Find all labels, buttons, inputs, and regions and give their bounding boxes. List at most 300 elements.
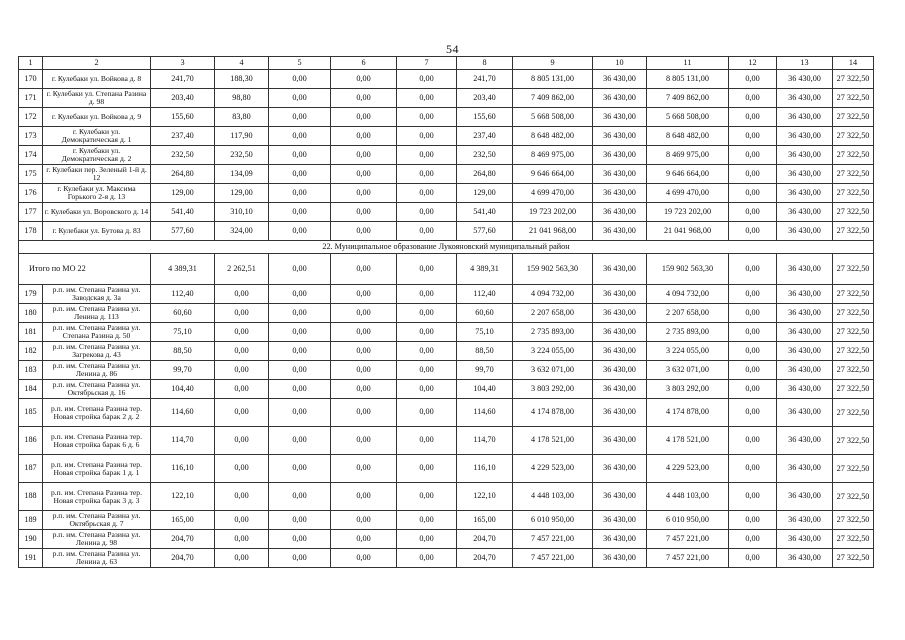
- address-cell: г. Кулебаки ул. Воровского д. 14: [43, 203, 151, 222]
- value-cell: 129,00: [215, 184, 269, 203]
- value-cell: 0,00: [331, 342, 397, 361]
- column-header: 5: [269, 57, 331, 70]
- value-cell: 27 322,50: [833, 222, 874, 241]
- value-cell: 4 699 470,00: [513, 184, 593, 203]
- value-cell: 36 430,00: [777, 285, 833, 304]
- value-cell: 0,00: [331, 427, 397, 455]
- value-cell: 155,60: [457, 108, 513, 127]
- row-number: 191: [19, 549, 43, 568]
- value-cell: 0,00: [331, 380, 397, 399]
- address-cell: г. Кулебаки ул. Войкова д. 8: [43, 70, 151, 89]
- value-cell: 117,90: [215, 127, 269, 146]
- column-header: 2: [43, 57, 151, 70]
- total-value-cell: 4 389,31: [151, 254, 215, 285]
- value-cell: 0,00: [215, 361, 269, 380]
- value-cell: 155,60: [151, 108, 215, 127]
- value-cell: 0,00: [215, 323, 269, 342]
- value-cell: 4 699 470,00: [647, 184, 729, 203]
- value-cell: 8 805 131,00: [647, 70, 729, 89]
- value-cell: 0,00: [729, 530, 777, 549]
- column-header: 9: [513, 57, 593, 70]
- table-row: [19, 511, 874, 530]
- value-cell: 36 430,00: [593, 399, 647, 427]
- row-number: 174: [19, 146, 43, 165]
- value-cell: 27 322,50: [833, 530, 874, 549]
- value-cell: 4 229 523,00: [647, 455, 729, 483]
- value-cell: 4 094 732,00: [647, 285, 729, 304]
- row-number: 172: [19, 108, 43, 127]
- value-cell: 0,00: [331, 146, 397, 165]
- value-cell: 2 207 658,00: [513, 304, 593, 323]
- value-cell: 36 430,00: [593, 342, 647, 361]
- row-number: 187: [19, 455, 43, 483]
- address-cell: р.п. им. Степана Разина ул. Заводская д. 3а: [43, 285, 151, 304]
- value-cell: 60,60: [151, 304, 215, 323]
- value-cell: 0,00: [397, 222, 457, 241]
- value-cell: 0,00: [331, 511, 397, 530]
- value-cell: 36 430,00: [777, 184, 833, 203]
- value-cell: 0,00: [729, 549, 777, 568]
- row-number: 179: [19, 285, 43, 304]
- page-number: 54: [446, 42, 459, 56]
- value-cell: 0,00: [397, 342, 457, 361]
- value-cell: 0,00: [331, 323, 397, 342]
- address-cell: г. Кулебаки ул. Степана Разина д. 98: [43, 89, 151, 108]
- value-cell: 27 322,50: [833, 146, 874, 165]
- total-value-cell: 36 430,00: [593, 254, 647, 285]
- row-number: 190: [19, 530, 43, 549]
- value-cell: 0,00: [729, 127, 777, 146]
- value-cell: 204,70: [151, 530, 215, 549]
- value-cell: 0,00: [269, 222, 331, 241]
- value-cell: 8 805 131,00: [513, 70, 593, 89]
- table-row: [19, 399, 874, 427]
- value-cell: 27 322,50: [833, 455, 874, 483]
- value-cell: 27 322,50: [833, 89, 874, 108]
- total-value-cell: 0,00: [331, 254, 397, 285]
- value-cell: 36 430,00: [777, 427, 833, 455]
- value-cell: 36 430,00: [593, 165, 647, 184]
- value-cell: 0,00: [269, 399, 331, 427]
- value-cell: 36 430,00: [777, 549, 833, 568]
- address-cell: р.п. им. Степана Разина тер. Новая стройка барак 6 д. 6: [43, 427, 151, 455]
- value-cell: 36 430,00: [777, 203, 833, 222]
- value-cell: 0,00: [331, 127, 397, 146]
- value-cell: 203,40: [151, 89, 215, 108]
- total-value-cell: 0,00: [269, 254, 331, 285]
- address-cell: г. Кулебаки ул. Бутова д. 83: [43, 222, 151, 241]
- table-row: [19, 222, 874, 241]
- value-cell: 36 430,00: [593, 427, 647, 455]
- value-cell: 36 430,00: [593, 380, 647, 399]
- value-cell: 577,60: [151, 222, 215, 241]
- value-cell: 264,80: [151, 165, 215, 184]
- value-cell: 36 430,00: [777, 511, 833, 530]
- value-cell: 237,40: [151, 127, 215, 146]
- header-row: [19, 57, 874, 70]
- row-number: 188: [19, 483, 43, 511]
- table-row: [19, 549, 874, 568]
- value-cell: 36 430,00: [593, 511, 647, 530]
- value-cell: 0,00: [729, 184, 777, 203]
- value-cell: 0,00: [215, 427, 269, 455]
- value-cell: 0,00: [331, 304, 397, 323]
- value-cell: 114,70: [151, 427, 215, 455]
- value-cell: 60,60: [457, 304, 513, 323]
- value-cell: 0,00: [331, 70, 397, 89]
- value-cell: 9 646 664,00: [513, 165, 593, 184]
- column-header: 4: [215, 57, 269, 70]
- value-cell: 310,10: [215, 203, 269, 222]
- value-cell: 112,40: [457, 285, 513, 304]
- value-cell: 7 457 221,00: [647, 549, 729, 568]
- total-value-cell: 2 262,51: [215, 254, 269, 285]
- value-cell: 165,00: [457, 511, 513, 530]
- value-cell: 0,00: [729, 455, 777, 483]
- value-cell: 541,40: [457, 203, 513, 222]
- value-cell: 116,10: [457, 455, 513, 483]
- address-cell: г. Кулебаки ул. Максима Горького 2-я д. 13: [43, 184, 151, 203]
- value-cell: 0,00: [215, 455, 269, 483]
- total-label: Итого по МО 22: [19, 254, 151, 285]
- value-cell: 0,00: [269, 146, 331, 165]
- value-cell: 0,00: [729, 304, 777, 323]
- value-cell: 112,40: [151, 285, 215, 304]
- table-row: [19, 70, 874, 89]
- value-cell: 0,00: [215, 304, 269, 323]
- value-cell: 0,00: [331, 549, 397, 568]
- row-number: 170: [19, 70, 43, 89]
- value-cell: 232,50: [457, 146, 513, 165]
- value-cell: 83,80: [215, 108, 269, 127]
- table-row: [19, 184, 874, 203]
- value-cell: 134,09: [215, 165, 269, 184]
- value-cell: 577,60: [457, 222, 513, 241]
- value-cell: 0,00: [269, 184, 331, 203]
- value-cell: 4 448 103,00: [513, 483, 593, 511]
- value-cell: 3 803 292,00: [513, 380, 593, 399]
- value-cell: 75,10: [151, 323, 215, 342]
- row-number: 181: [19, 323, 43, 342]
- row-number: 184: [19, 380, 43, 399]
- table-row: [19, 165, 874, 184]
- value-cell: 0,00: [729, 108, 777, 127]
- value-cell: 0,00: [729, 203, 777, 222]
- value-cell: 4 229 523,00: [513, 455, 593, 483]
- value-cell: 36 430,00: [593, 127, 647, 146]
- value-cell: 36 430,00: [777, 146, 833, 165]
- value-cell: 36 430,00: [593, 304, 647, 323]
- value-cell: 0,00: [397, 323, 457, 342]
- value-cell: 27 322,50: [833, 342, 874, 361]
- value-cell: 36 430,00: [593, 483, 647, 511]
- value-cell: 75,10: [457, 323, 513, 342]
- table-row: [19, 146, 874, 165]
- value-cell: 116,10: [151, 455, 215, 483]
- value-cell: 36 430,00: [777, 165, 833, 184]
- value-cell: 27 322,50: [833, 549, 874, 568]
- address-cell: р.п. им. Степана Разина ул. Ленина д. 98: [43, 530, 151, 549]
- column-header: 7: [397, 57, 457, 70]
- value-cell: 0,00: [215, 380, 269, 399]
- total-row: [19, 254, 874, 285]
- value-cell: 27 322,50: [833, 285, 874, 304]
- value-cell: 5 668 508,00: [647, 108, 729, 127]
- value-cell: 4 448 103,00: [647, 483, 729, 511]
- value-cell: 27 322,50: [833, 427, 874, 455]
- total-value-cell: 4 389,31: [457, 254, 513, 285]
- value-cell: 0,00: [397, 70, 457, 89]
- value-cell: 0,00: [269, 455, 331, 483]
- table-row: [19, 361, 874, 380]
- housing-table: [18, 56, 874, 568]
- value-cell: 541,40: [151, 203, 215, 222]
- row-number: 180: [19, 304, 43, 323]
- total-value-cell: 36 430,00: [777, 254, 833, 285]
- value-cell: 2 735 893,00: [513, 323, 593, 342]
- value-cell: 8 648 482,00: [513, 127, 593, 146]
- value-cell: 27 322,50: [833, 203, 874, 222]
- value-cell: 264,80: [457, 165, 513, 184]
- address-cell: г. Кулебаки ул. Демократическая д. 1: [43, 127, 151, 146]
- value-cell: 0,00: [269, 511, 331, 530]
- value-cell: 0,00: [397, 399, 457, 427]
- value-cell: 3 224 055,00: [513, 342, 593, 361]
- address-cell: р.п. им. Степана Разина ул. Ленина д. 63: [43, 549, 151, 568]
- value-cell: 0,00: [269, 361, 331, 380]
- value-cell: 6 010 950,00: [513, 511, 593, 530]
- column-header: 3: [151, 57, 215, 70]
- value-cell: 0,00: [397, 427, 457, 455]
- table-row: [19, 304, 874, 323]
- row-number: 175: [19, 165, 43, 184]
- total-value-cell: 0,00: [397, 254, 457, 285]
- value-cell: 7 457 221,00: [513, 549, 593, 568]
- value-cell: 0,00: [397, 89, 457, 108]
- row-number: 186: [19, 427, 43, 455]
- value-cell: 241,70: [457, 70, 513, 89]
- row-number: 183: [19, 361, 43, 380]
- value-cell: 7 457 221,00: [647, 530, 729, 549]
- table-row: [19, 108, 874, 127]
- value-cell: 114,60: [151, 399, 215, 427]
- value-cell: 114,60: [457, 399, 513, 427]
- value-cell: 0,00: [269, 530, 331, 549]
- value-cell: 0,00: [269, 380, 331, 399]
- value-cell: 0,00: [397, 203, 457, 222]
- row-number: 173: [19, 127, 43, 146]
- value-cell: 0,00: [729, 427, 777, 455]
- table-row: [19, 127, 874, 146]
- value-cell: 0,00: [729, 483, 777, 511]
- row-number: 171: [19, 89, 43, 108]
- value-cell: 0,00: [397, 304, 457, 323]
- value-cell: 6 010 950,00: [647, 511, 729, 530]
- value-cell: 99,70: [457, 361, 513, 380]
- table-row: [19, 455, 874, 483]
- column-header: 10: [593, 57, 647, 70]
- value-cell: 0,00: [397, 549, 457, 568]
- value-cell: 0,00: [729, 285, 777, 304]
- value-cell: 27 322,50: [833, 184, 874, 203]
- value-cell: 0,00: [397, 530, 457, 549]
- value-cell: 19 723 202,00: [647, 203, 729, 222]
- value-cell: 0,00: [397, 511, 457, 530]
- value-cell: 3 224 055,00: [647, 342, 729, 361]
- value-cell: 0,00: [397, 165, 457, 184]
- table-row: [19, 483, 874, 511]
- value-cell: 27 322,50: [833, 108, 874, 127]
- value-cell: 36 430,00: [593, 108, 647, 127]
- value-cell: 188,30: [215, 70, 269, 89]
- value-cell: 4 094 732,00: [513, 285, 593, 304]
- table-row: [19, 380, 874, 399]
- row-number: 182: [19, 342, 43, 361]
- value-cell: 0,00: [729, 70, 777, 89]
- value-cell: 0,00: [729, 323, 777, 342]
- table-body: [19, 57, 874, 568]
- column-header: 14: [833, 57, 874, 70]
- value-cell: 36 430,00: [777, 399, 833, 427]
- value-cell: 27 322,50: [833, 361, 874, 380]
- value-cell: 0,00: [269, 203, 331, 222]
- value-cell: 0,00: [331, 165, 397, 184]
- value-cell: 27 322,50: [833, 380, 874, 399]
- value-cell: 36 430,00: [593, 530, 647, 549]
- value-cell: 0,00: [331, 184, 397, 203]
- row-number: 176: [19, 184, 43, 203]
- value-cell: 36 430,00: [593, 285, 647, 304]
- address-cell: р.п. им. Степана Разина тер. Новая стройка барак 1 д. 1: [43, 455, 151, 483]
- value-cell: 27 322,50: [833, 483, 874, 511]
- row-number: 185: [19, 399, 43, 427]
- value-cell: 36 430,00: [777, 89, 833, 108]
- value-cell: 36 430,00: [777, 70, 833, 89]
- value-cell: 9 646 664,00: [647, 165, 729, 184]
- column-header: 12: [729, 57, 777, 70]
- value-cell: 21 041 968,00: [513, 222, 593, 241]
- value-cell: 0,00: [269, 89, 331, 108]
- address-cell: р.п. им. Степана Разина ул. Степана Разина д. 50: [43, 323, 151, 342]
- value-cell: 36 430,00: [777, 323, 833, 342]
- total-value-cell: 27 322,50: [833, 254, 874, 285]
- total-value-cell: 0,00: [729, 254, 777, 285]
- value-cell: 0,00: [269, 427, 331, 455]
- value-cell: 3 632 071,00: [513, 361, 593, 380]
- total-value-cell: 159 902 563,30: [513, 254, 593, 285]
- value-cell: 0,00: [215, 483, 269, 511]
- value-cell: 19 723 202,00: [513, 203, 593, 222]
- value-cell: 0,00: [269, 342, 331, 361]
- value-cell: 3 803 292,00: [647, 380, 729, 399]
- value-cell: 0,00: [729, 165, 777, 184]
- address-cell: г. Кулебаки пер. Зеленый 1-й д. 12: [43, 165, 151, 184]
- value-cell: 0,00: [331, 399, 397, 427]
- value-cell: 0,00: [729, 146, 777, 165]
- value-cell: 0,00: [729, 511, 777, 530]
- address-cell: р.п. им. Степана Разина ул. Загрекова д. 43: [43, 342, 151, 361]
- table-row: [19, 427, 874, 455]
- value-cell: 36 430,00: [593, 222, 647, 241]
- value-cell: 0,00: [397, 108, 457, 127]
- value-cell: 7 457 221,00: [513, 530, 593, 549]
- value-cell: 8 469 975,00: [513, 146, 593, 165]
- address-cell: р.п. им. Степана Разина тер. Новая стройка барак 3 д. 3: [43, 483, 151, 511]
- value-cell: 0,00: [269, 323, 331, 342]
- row-number: 189: [19, 511, 43, 530]
- value-cell: 122,10: [457, 483, 513, 511]
- column-header: 13: [777, 57, 833, 70]
- column-header: 1: [19, 57, 43, 70]
- value-cell: 4 178 521,00: [647, 427, 729, 455]
- value-cell: 0,00: [729, 380, 777, 399]
- value-cell: 3 632 071,00: [647, 361, 729, 380]
- value-cell: 0,00: [729, 89, 777, 108]
- value-cell: 2 207 658,00: [647, 304, 729, 323]
- value-cell: 27 322,50: [833, 511, 874, 530]
- address-cell: р.п. им. Степана Разина ул. Октябрьская д. 16: [43, 380, 151, 399]
- value-cell: 104,40: [457, 380, 513, 399]
- value-cell: 88,50: [151, 342, 215, 361]
- value-cell: 232,50: [151, 146, 215, 165]
- value-cell: 104,40: [151, 380, 215, 399]
- total-value-cell: 159 902 563,30: [647, 254, 729, 285]
- value-cell: 0,00: [397, 146, 457, 165]
- value-cell: 2 735 893,00: [647, 323, 729, 342]
- table-row: [19, 342, 874, 361]
- value-cell: 8 648 482,00: [647, 127, 729, 146]
- value-cell: 0,00: [729, 222, 777, 241]
- value-cell: 36 430,00: [593, 146, 647, 165]
- value-cell: 237,40: [457, 127, 513, 146]
- column-header: 6: [331, 57, 397, 70]
- value-cell: 241,70: [151, 70, 215, 89]
- value-cell: 21 041 968,00: [647, 222, 729, 241]
- column-header: 11: [647, 57, 729, 70]
- value-cell: 36 430,00: [593, 203, 647, 222]
- value-cell: 98,80: [215, 89, 269, 108]
- value-cell: 36 430,00: [777, 222, 833, 241]
- value-cell: 0,00: [397, 455, 457, 483]
- value-cell: 4 174 878,00: [513, 399, 593, 427]
- value-cell: 0,00: [331, 203, 397, 222]
- value-cell: 99,70: [151, 361, 215, 380]
- value-cell: 204,70: [457, 530, 513, 549]
- value-cell: 165,00: [151, 511, 215, 530]
- value-cell: 5 668 508,00: [513, 108, 593, 127]
- value-cell: 0,00: [269, 285, 331, 304]
- value-cell: 0,00: [215, 285, 269, 304]
- value-cell: 0,00: [397, 483, 457, 511]
- value-cell: 4 178 521,00: [513, 427, 593, 455]
- value-cell: 36 430,00: [777, 455, 833, 483]
- value-cell: 0,00: [729, 399, 777, 427]
- value-cell: 0,00: [397, 380, 457, 399]
- value-cell: 36 430,00: [593, 361, 647, 380]
- value-cell: 88,50: [457, 342, 513, 361]
- address-cell: г. Кулебаки ул. Демократическая д. 2: [43, 146, 151, 165]
- value-cell: 27 322,50: [833, 304, 874, 323]
- value-cell: 8 469 975,00: [647, 146, 729, 165]
- value-cell: 0,00: [397, 285, 457, 304]
- value-cell: 0,00: [331, 483, 397, 511]
- value-cell: 0,00: [397, 361, 457, 380]
- value-cell: 0,00: [269, 483, 331, 511]
- value-cell: 7 409 862,00: [513, 89, 593, 108]
- value-cell: 204,70: [457, 549, 513, 568]
- value-cell: 36 430,00: [593, 455, 647, 483]
- value-cell: 27 322,50: [833, 165, 874, 184]
